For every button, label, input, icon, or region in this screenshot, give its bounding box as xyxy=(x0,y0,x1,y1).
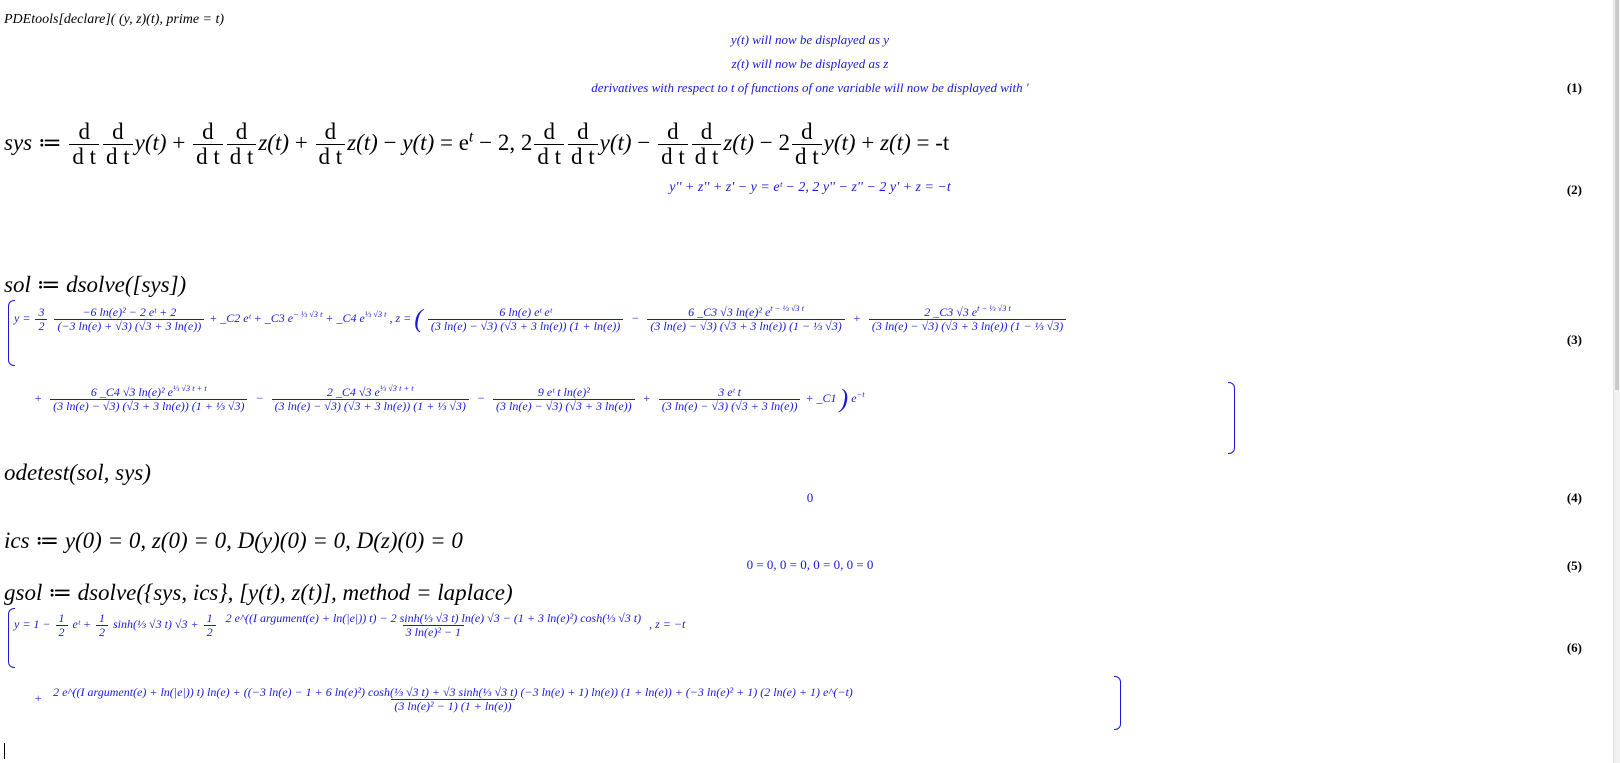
y-of-t: y(t) xyxy=(823,129,856,155)
equation-label-3: (3) xyxy=(1566,332,1582,347)
deriv-op: $\frac{d}{\text{d t}}$ xyxy=(534,120,564,169)
minus-two: − 2 xyxy=(759,129,791,155)
deriv-op: $\frac{d}{\text{d t}}$ xyxy=(193,120,223,169)
deriv-op: $\frac{d}{\text{d t}}$ xyxy=(658,120,688,169)
y-of-t: y(t) xyxy=(599,129,632,155)
input-ics[interactable]: ics ≔ y(0) = 0, z(0) = 0, D(y)(0) = 0, D(z)(0) = 0 xyxy=(4,528,463,553)
output-ics: 0 = 0, 0 = 0, 0 = 0, 0 = 0 xyxy=(746,557,874,572)
minus-sign: − xyxy=(637,129,651,155)
z-of-t: z(t) xyxy=(347,129,378,155)
equation-label-4: (4) xyxy=(1566,490,1582,505)
equation-label-5: (5) xyxy=(1566,558,1582,573)
plus-sign: + xyxy=(861,129,875,155)
eq-e: = e xyxy=(439,129,469,155)
input-odetest[interactable]: odetest(sol, sys) xyxy=(4,460,151,485)
input-sol-dsolve[interactable]: sol ≔ dsolve([sys]) xyxy=(4,272,187,297)
y-of-t: y(t) xyxy=(134,129,167,155)
exp-t: t xyxy=(468,128,474,146)
gsol-line-1: y = 1 − $\frac{1}{2}$ eᵗ + $\frac{1}{2}$ sinh(⅓ √3 t) √3 + $\frac{1}{2}$ 2 e^((I argument(e) + ln(|e|)) t) − 2 sinh(⅓ √3 t) ln(e) √3 − (1 + 3 ln(e)²) cosh(⅓ √3 t) 3 ln(e)² − 1 , z = −t xyxy=(14,611,686,639)
output-y-display: y(t) will now be displayed as y xyxy=(730,32,890,47)
solution-brace-right xyxy=(1228,382,1235,454)
eq-neg-t: = -t xyxy=(916,129,950,155)
output-sys: y'' + z'' + z' − y = eᵗ − 2, 2 y'' − z'' − 2 y' + z = −t xyxy=(669,180,951,195)
gsol-brace-right xyxy=(1114,676,1121,730)
deriv-op: $\frac{d}{\text{d t}}$ xyxy=(227,120,257,169)
equation-label-2: (2) xyxy=(1566,182,1582,197)
y-of-t: y(t) xyxy=(402,129,435,155)
sys-lhs: sys xyxy=(4,129,33,155)
sol-line-1: y = $\frac{3}{2}$ $\frac{\text{−6 ln(e)² − 2 eᵗ + 2}}{(-3 \ln(e) + √3) (√3 + 3 \ln(e))}$ + _C2 eᵗ + _C3 $e^{- \frac{1}{3} √3 t}$ + _C4 $e^{\frac{1}{3} √3 t}$ , z = ( $\frac{\text{6 ln(e) eᵗ eᵗ}}{(3 \ln(e) - √3) (√3 + 3 \ln(e)) (1 + \ln(e))}$ − $\frac{6 \_C3 √3 \ln(e)^2 e^{t - \frac{1}{3} √3 t}}{\text{(3 ln(e) − √3) (√3 + 3 ln(e)) (1 − ⅓ √3)}}$ + $\frac{2 \_C3 √3 e^{t - \frac{1}{3} √3 t}}{\text{(3 ln(e) − √3) (√3 + 3 ln(e)) (1 − ⅓ √3)}}$ xyxy=(14,304,1068,334)
equation-label-6: (6) xyxy=(1566,640,1582,655)
minus-two-sep: − 2, 2 xyxy=(479,129,533,155)
input-declare[interactable]: PDEtools[declare]( (y, z)(t), prime = t) xyxy=(4,12,225,27)
z-of-t: z(t) xyxy=(723,129,755,155)
input-sys-definition[interactable] xyxy=(4,120,949,169)
plus-sign: + xyxy=(172,129,186,155)
plus-sign: + xyxy=(294,129,308,155)
sol-line-2: + $\frac{6 \_C4 √3 \ln(e)^2 e^{\frac{1}{3} √3 t + t}}{\text{(3 ln(e) − √3) (√3 + 3 ln(e)) (1 + ⅓ √3)}}$ − $\frac{2 \_C4 √3 e^{\frac{1}{3} √3 t + t}}{\text{(3 ln(e) − √3) (√3 + 3 ln(e)) (1 + ⅓ √3)}}$ − $\frac{\text{9 eᵗ t ln(e)²}}{(3 \ln(e) - √3) (√3 + 3 \ln(e))}$ + $\frac{\text{3 eᵗ t}}{(3 \ln(e) - √3) (√3 + 3 \ln(e))}$ + _C1 ) $e^{-t}$ xyxy=(34,384,865,413)
z-of-t: z(t) xyxy=(258,129,290,155)
assign-symbol: ≔ xyxy=(37,129,62,155)
vertical-scrollbar[interactable] xyxy=(1613,0,1620,763)
deriv-op: $\frac{d}{\text{d t}}$ xyxy=(103,120,133,169)
input-gsol-laplace[interactable]: gsol ≔ dsolve({sys, ics}, [y(t), z(t)], method = laplace) xyxy=(4,580,513,605)
output-odetest: 0 xyxy=(806,490,814,505)
equation-label-1: (1) xyxy=(1566,80,1582,95)
output-derivative-display: derivatives with respect to t of functions of one variable will now be displayed with ' xyxy=(591,80,1029,95)
deriv-op: $\frac{d}{\text{d t}}$ xyxy=(792,120,822,169)
minus-sign: − xyxy=(383,129,397,155)
deriv-op: $\frac{d}{\text{d t}}$ xyxy=(568,120,598,169)
deriv-op: $\frac{d}{\text{d t}}$ xyxy=(316,120,346,169)
output-z-display: z(t) will now be displayed as z xyxy=(731,56,889,71)
text-cursor xyxy=(4,743,5,759)
z-of-t: z(t) xyxy=(880,129,911,155)
deriv-op: $\frac{d}{\text{d t}}$ xyxy=(69,120,99,169)
deriv-op: $\frac{d}{\text{d t}}$ xyxy=(692,120,722,169)
gsol-line-2: + 2 e^((I argument(e) + ln(|e|)) t) ln(e) + ((−3 ln(e) − 1 + 6 ln(e)²) cosh(⅓ √3 t) + √3 sinh(⅓ √3 t) (−3 ln(e) + 1) ln(e)) (1 + ln(e)) + (−3 ln(e)² + 1) (2 ln(e) + 1) e^(−t) (3 ln(e)² − 1) (1 + ln(e)) xyxy=(34,685,853,713)
